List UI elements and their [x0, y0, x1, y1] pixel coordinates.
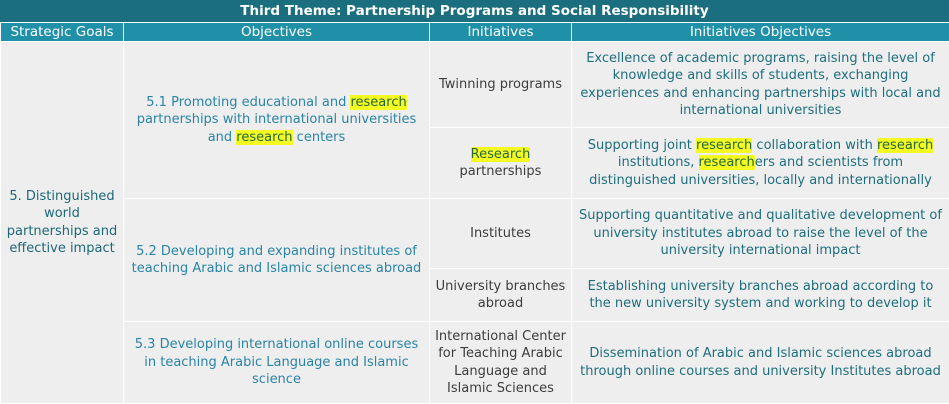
initiative-objective-5: Dissemination of Arabic and Islamic sciences abroad through online courses and university Institutes abroad — [572, 322, 949, 404]
highlighted-term: research — [876, 137, 934, 153]
table-row — [1, 199, 949, 269]
objective-5-2-cell — [124, 199, 430, 322]
table-row — [1, 42, 949, 128]
highlighted-term: research — [698, 155, 755, 171]
objective-5-1-cell — [124, 42, 430, 199]
header-objectives: Objectives — [124, 23, 430, 42]
initiative-objective-2: Supporting joint research collaboration with research institutions, researchers and scientists from distinguished universities, locally and internationally — [572, 128, 949, 199]
initiative-university-branches: University branches abroad — [430, 269, 572, 322]
initiative-objective-1: Excellence of academic programs, raising the level of knowledge and skills of students, exchanging experiences and enhancing partnerships with local and international universities — [572, 42, 949, 128]
initiative-objective-4: Establishing university branches abroad according to the new university system and working to develop it — [572, 269, 949, 322]
strategic-goal-cell — [1, 42, 124, 404]
objective-5-1-text: 5.1 Promoting educational and research partnerships with international universities and research centers — [136, 94, 417, 145]
highlighted-term: research — [236, 129, 293, 145]
strategic-goal-text: 5. Distinguished world partnerships and effective impact — [6, 188, 118, 256]
header-initiatives: Initiatives — [430, 23, 572, 42]
table-title: Third Theme: Partnership Programs and Social Responsibility — [0, 0, 949, 22]
table-row — [1, 322, 949, 404]
initiative-objective-3: Supporting quantitative and qualitative development of university institutes abroad to raise the level of the university international impact — [572, 199, 949, 269]
strategy-table — [0, 22, 949, 404]
initiative-research-partnerships: Research partnerships — [430, 128, 572, 199]
header-strategic-goals: Strategic Goals — [1, 23, 124, 42]
objective-5-2-text: 5.2 Developing and expanding institutes of teaching Arabic and Islamic sciences abroad — [131, 243, 422, 276]
highlighted-term: research — [696, 137, 753, 153]
objective-5-3-text: 5.3 Developing international online courses in teaching Arabic Language and Islamic science — [134, 337, 419, 388]
initiative-twinning-programs: Twinning programs — [430, 42, 572, 128]
header-initiative-objectives: Initiatives Objectives — [572, 23, 949, 42]
initiative-international-center: International Center for Teaching Arabic Language and Islamic Sciences — [430, 322, 572, 404]
header-row — [1, 23, 949, 42]
highlighted-term: research — [350, 94, 407, 110]
initiative-institutes: Institutes — [430, 199, 572, 269]
highlighted-term: Research — [470, 146, 531, 162]
objective-5-3-cell — [124, 322, 430, 404]
